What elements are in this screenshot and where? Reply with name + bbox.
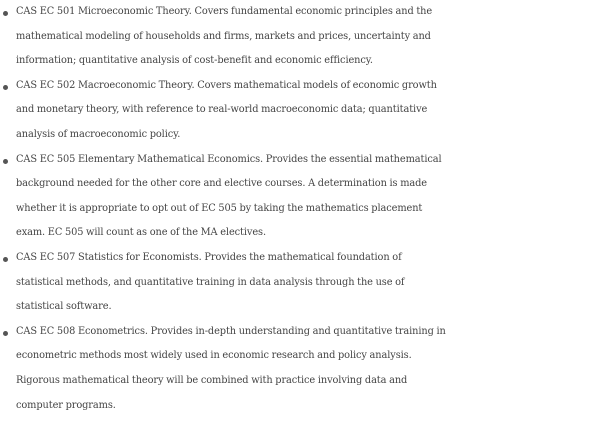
course-text-line: statistical software. xyxy=(16,301,112,313)
course-item-ec502 xyxy=(0,74,610,148)
course-text-line: whether it is appropriate to opt out of EC 505 by taking the mathematics placement xyxy=(16,202,423,214)
course-text-line: information; quantitative analysis of cost-benefit and economic efficiency. xyxy=(16,55,373,67)
course-description xyxy=(16,246,610,320)
course-description xyxy=(16,148,610,246)
course-text-line: exam. EC 505 will count as one of the MA electives. xyxy=(16,227,266,239)
course-description xyxy=(16,0,610,74)
course-text-line: background needed for the other core and elective courses. A determination is made xyxy=(16,178,427,190)
course-text-line: mathematical modeling of households and firms, markets and prices, uncertainty and xyxy=(16,30,431,42)
course-text-line: CAS EC 501 Microeconomic Theory. Covers fundamental economic principles and the xyxy=(16,6,433,17)
course-text-line: CAS EC 505 Elementary Mathematical Economics. Provides the essential mathematical xyxy=(16,153,442,165)
course-text-line: CAS EC 508 Econometrics. Provides in-depth understanding and quantitative training in xyxy=(16,325,446,337)
course-text-line: and monetary theory, with reference to real-world macroeconomic data; quantitative xyxy=(16,104,428,116)
course-text-line: Rigorous mathematical theory will be combined with practice involving data and xyxy=(16,374,408,386)
course-text-line: statistical methods, and quantitative training in data analysis through the use of xyxy=(16,276,405,288)
course-item-ec505 xyxy=(0,148,610,246)
course-text-line: CAS EC 507 Statistics for Economists. Provides the mathematical foundation of xyxy=(16,251,402,263)
course-item-ec507 xyxy=(0,246,610,320)
course-item-ec508 xyxy=(0,320,610,418)
course-description xyxy=(16,320,610,418)
course-item-ec501 xyxy=(0,0,610,74)
course-description xyxy=(16,74,610,148)
course-text-line: CAS EC 502 Macroeconomic Theory. Covers mathematical models of economic growth xyxy=(16,79,437,91)
course-text-line: analysis of macroeconomic policy. xyxy=(16,128,181,140)
course-text-line: econometric methods most widely used in economic research and policy analysis. xyxy=(16,350,412,362)
course-text-line: computer programs. xyxy=(16,399,116,411)
